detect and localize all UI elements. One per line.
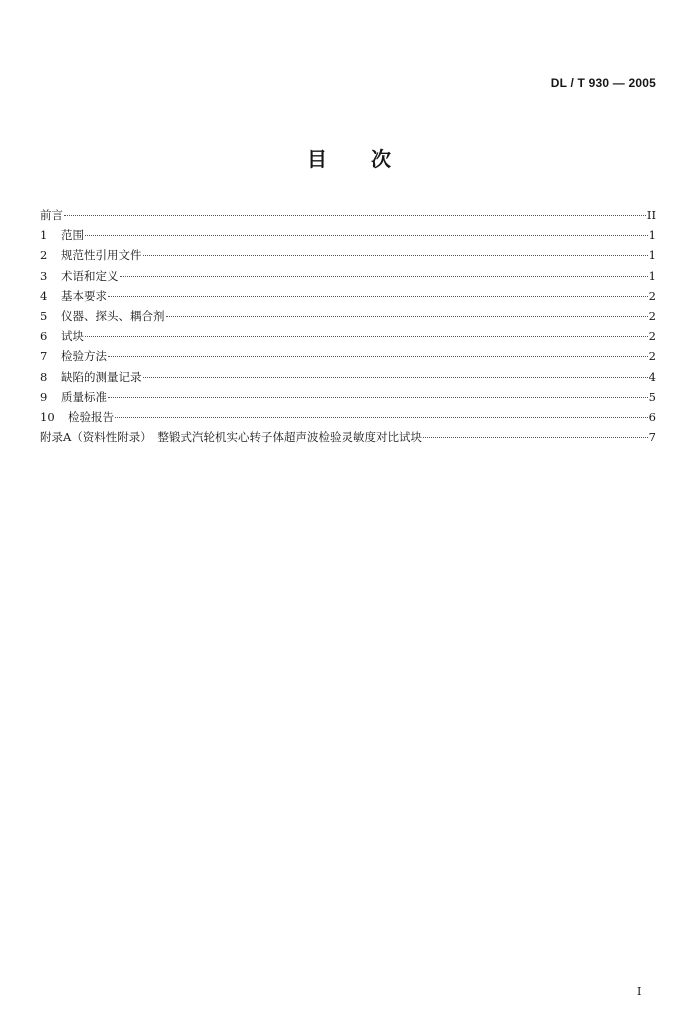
- toc-entry-scope[interactable]: [40, 225, 656, 245]
- toc-entry-page: 2: [648, 308, 656, 323]
- toc-dot-leader: [64, 215, 646, 216]
- toc-entry-page: 1: [648, 268, 656, 283]
- toc-entry-quality-standards[interactable]: [40, 387, 656, 407]
- toc-entry-number: 1: [40, 228, 48, 243]
- toc-entry-number: 6: [40, 329, 48, 344]
- toc-entry-number: 8: [40, 369, 48, 384]
- toc-title: 目次: [307, 147, 435, 171]
- toc-dot-leader: [120, 276, 648, 277]
- toc-entry-basic-requirements[interactable]: [40, 286, 656, 306]
- toc-entry-label: 术语和定义: [61, 268, 119, 283]
- table-of-contents: [40, 205, 656, 447]
- toc-entry-foreword[interactable]: [40, 205, 656, 225]
- toc-entry-number: 3: [40, 268, 48, 283]
- toc-entry-page: 6: [648, 409, 656, 424]
- toc-dot-leader: [143, 377, 648, 378]
- toc-entry-test-blocks[interactable]: [40, 326, 656, 346]
- toc-entry-number: 4: [40, 288, 48, 303]
- toc-entry-defect-records[interactable]: [40, 367, 656, 387]
- document-code: DL / T 930 — 2005: [550, 76, 656, 90]
- toc-entry-page: 2: [648, 288, 656, 303]
- toc-entry-page: 2: [648, 349, 656, 364]
- toc-entry-inspection-method[interactable]: [40, 346, 656, 366]
- toc-entry-label: 仪器、探头、耦合剂: [61, 308, 165, 323]
- toc-dot-leader: [85, 235, 648, 236]
- toc-dot-leader: [85, 336, 648, 337]
- toc-entry-label: 质量标准: [61, 389, 107, 404]
- toc-dot-leader: [423, 437, 648, 438]
- toc-entry-page: II: [646, 208, 656, 222]
- toc-dot-leader: [115, 417, 648, 418]
- toc-dot-leader: [108, 356, 648, 357]
- toc-entry-number: 5: [40, 308, 48, 323]
- toc-entry-label: 检验方法: [61, 349, 107, 364]
- toc-entry-appendix-a[interactable]: [40, 427, 656, 447]
- page-number: I: [637, 985, 642, 998]
- toc-entry-normative-references[interactable]: [40, 245, 656, 265]
- toc-entry-number: 9: [40, 389, 48, 404]
- toc-entry-inspection-report[interactable]: [40, 407, 656, 427]
- toc-entry-label: 范围: [61, 228, 84, 243]
- toc-entry-label: 附录A（资料性附录） 整锻式汽轮机实心转子体超声波检验灵敏度对比试块: [40, 430, 423, 445]
- toc-entry-number: 10: [40, 409, 55, 424]
- toc-entry-page: 1: [648, 228, 656, 243]
- toc-entry-page: 5: [648, 389, 656, 404]
- toc-entry-number: 7: [40, 349, 48, 364]
- toc-entry-label: 试块: [61, 329, 84, 344]
- toc-entry-label: 检验报告: [68, 409, 114, 424]
- toc-entry-page: 2: [648, 329, 656, 344]
- toc-entry-instruments[interactable]: [40, 306, 656, 326]
- toc-dot-leader: [108, 296, 648, 297]
- toc-entry-number: 2: [40, 248, 48, 263]
- toc-entry-terms-definitions[interactable]: [40, 266, 656, 286]
- toc-entry-page: 4: [648, 369, 656, 384]
- toc-entry-label: 规范性引用文件: [61, 248, 142, 263]
- toc-dot-leader: [166, 316, 648, 317]
- toc-dot-leader: [143, 255, 648, 256]
- toc-entry-page: 1: [648, 248, 656, 263]
- toc-entry-label: 前言: [40, 208, 63, 222]
- toc-entry-page: 7: [648, 430, 656, 445]
- toc-entry-label: 缺陷的测量记录: [61, 369, 142, 384]
- toc-dot-leader: [108, 397, 648, 398]
- toc-entry-label: 基本要求: [61, 288, 107, 303]
